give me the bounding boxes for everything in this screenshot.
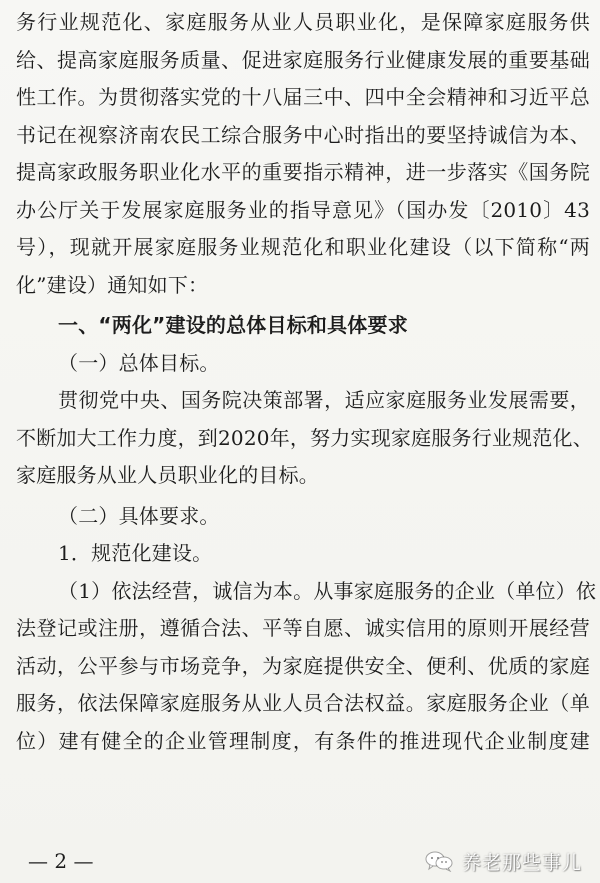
requirement-line-5: 位）建有健全的企业管理制度，有条件的推进现代企业制度建 xyxy=(16,728,590,753)
body-line-1: 务行业规范化、家庭服务从业人员职业化，是保障家庭服务供 xyxy=(16,10,590,34)
section-heading: 一、“两化”建设的总体目标和具体要求 xyxy=(58,313,408,337)
item-standardization: 1．规范化建设。 xyxy=(58,541,213,565)
requirement-line-1: （1）依法经营，诚信为本。从事家庭服务的企业（单位）依 xyxy=(58,578,597,603)
goal-line-2: 不断加大工作力度，到2020年，努力实现家庭服务行业规范化、 xyxy=(16,425,593,450)
wechat-icon xyxy=(424,850,454,872)
goal-line-1: 贯彻党中央、国务院决策部署，适应家庭服务业发展需要， xyxy=(58,388,590,412)
page-number: — 2 — xyxy=(28,849,94,873)
goal-line-3: 家庭服务从业人员职业化的目标。 xyxy=(16,463,319,487)
page-footer xyxy=(0,847,600,875)
requirement-line-3: 活动，公平参与市场竞争，为家庭提供安全、便利、优质的家庭 xyxy=(16,653,590,678)
body-line-7: 号），现就开展家庭服务业规范化和职业化建设（以下简称“两 xyxy=(16,235,590,259)
body-line-8: 化”建设）通知如下： xyxy=(16,272,209,297)
watermark xyxy=(424,847,582,875)
requirement-line-2: 法登记或注册，遵循合法、平等自愿、诚实信用的原则开展经营 xyxy=(16,616,590,640)
body-line-5: 提高家政服务职业化水平的重要指示精神，进一步落实《国务院 xyxy=(16,160,590,184)
body-line-6: 办公厅关于发展家庭服务业的指导意见》（国办发〔2010〕43 xyxy=(16,197,590,222)
subheading-specific-requirements: （二）具体要求。 xyxy=(58,503,220,528)
document-body xyxy=(16,4,597,760)
body-line-3: 性工作。为贯彻落实党的十八届三中、四中全会精神和习近平总 xyxy=(16,85,590,109)
watermark-text: 养老那些事儿 xyxy=(461,851,582,874)
body-line-2: 给、提高家庭服务质量、促进家庭服务行业健康发展的重要基础 xyxy=(16,47,590,72)
subheading-general-goal: （一）总体目标。 xyxy=(58,350,220,375)
body-line-4: 书记在视察济南农民工综合服务中心时指出的要坚持诚信为本、 xyxy=(16,122,590,147)
requirement-line-4: 服务，依法保障家庭服务从业人员合法权益。家庭服务企业（单 xyxy=(16,691,590,715)
